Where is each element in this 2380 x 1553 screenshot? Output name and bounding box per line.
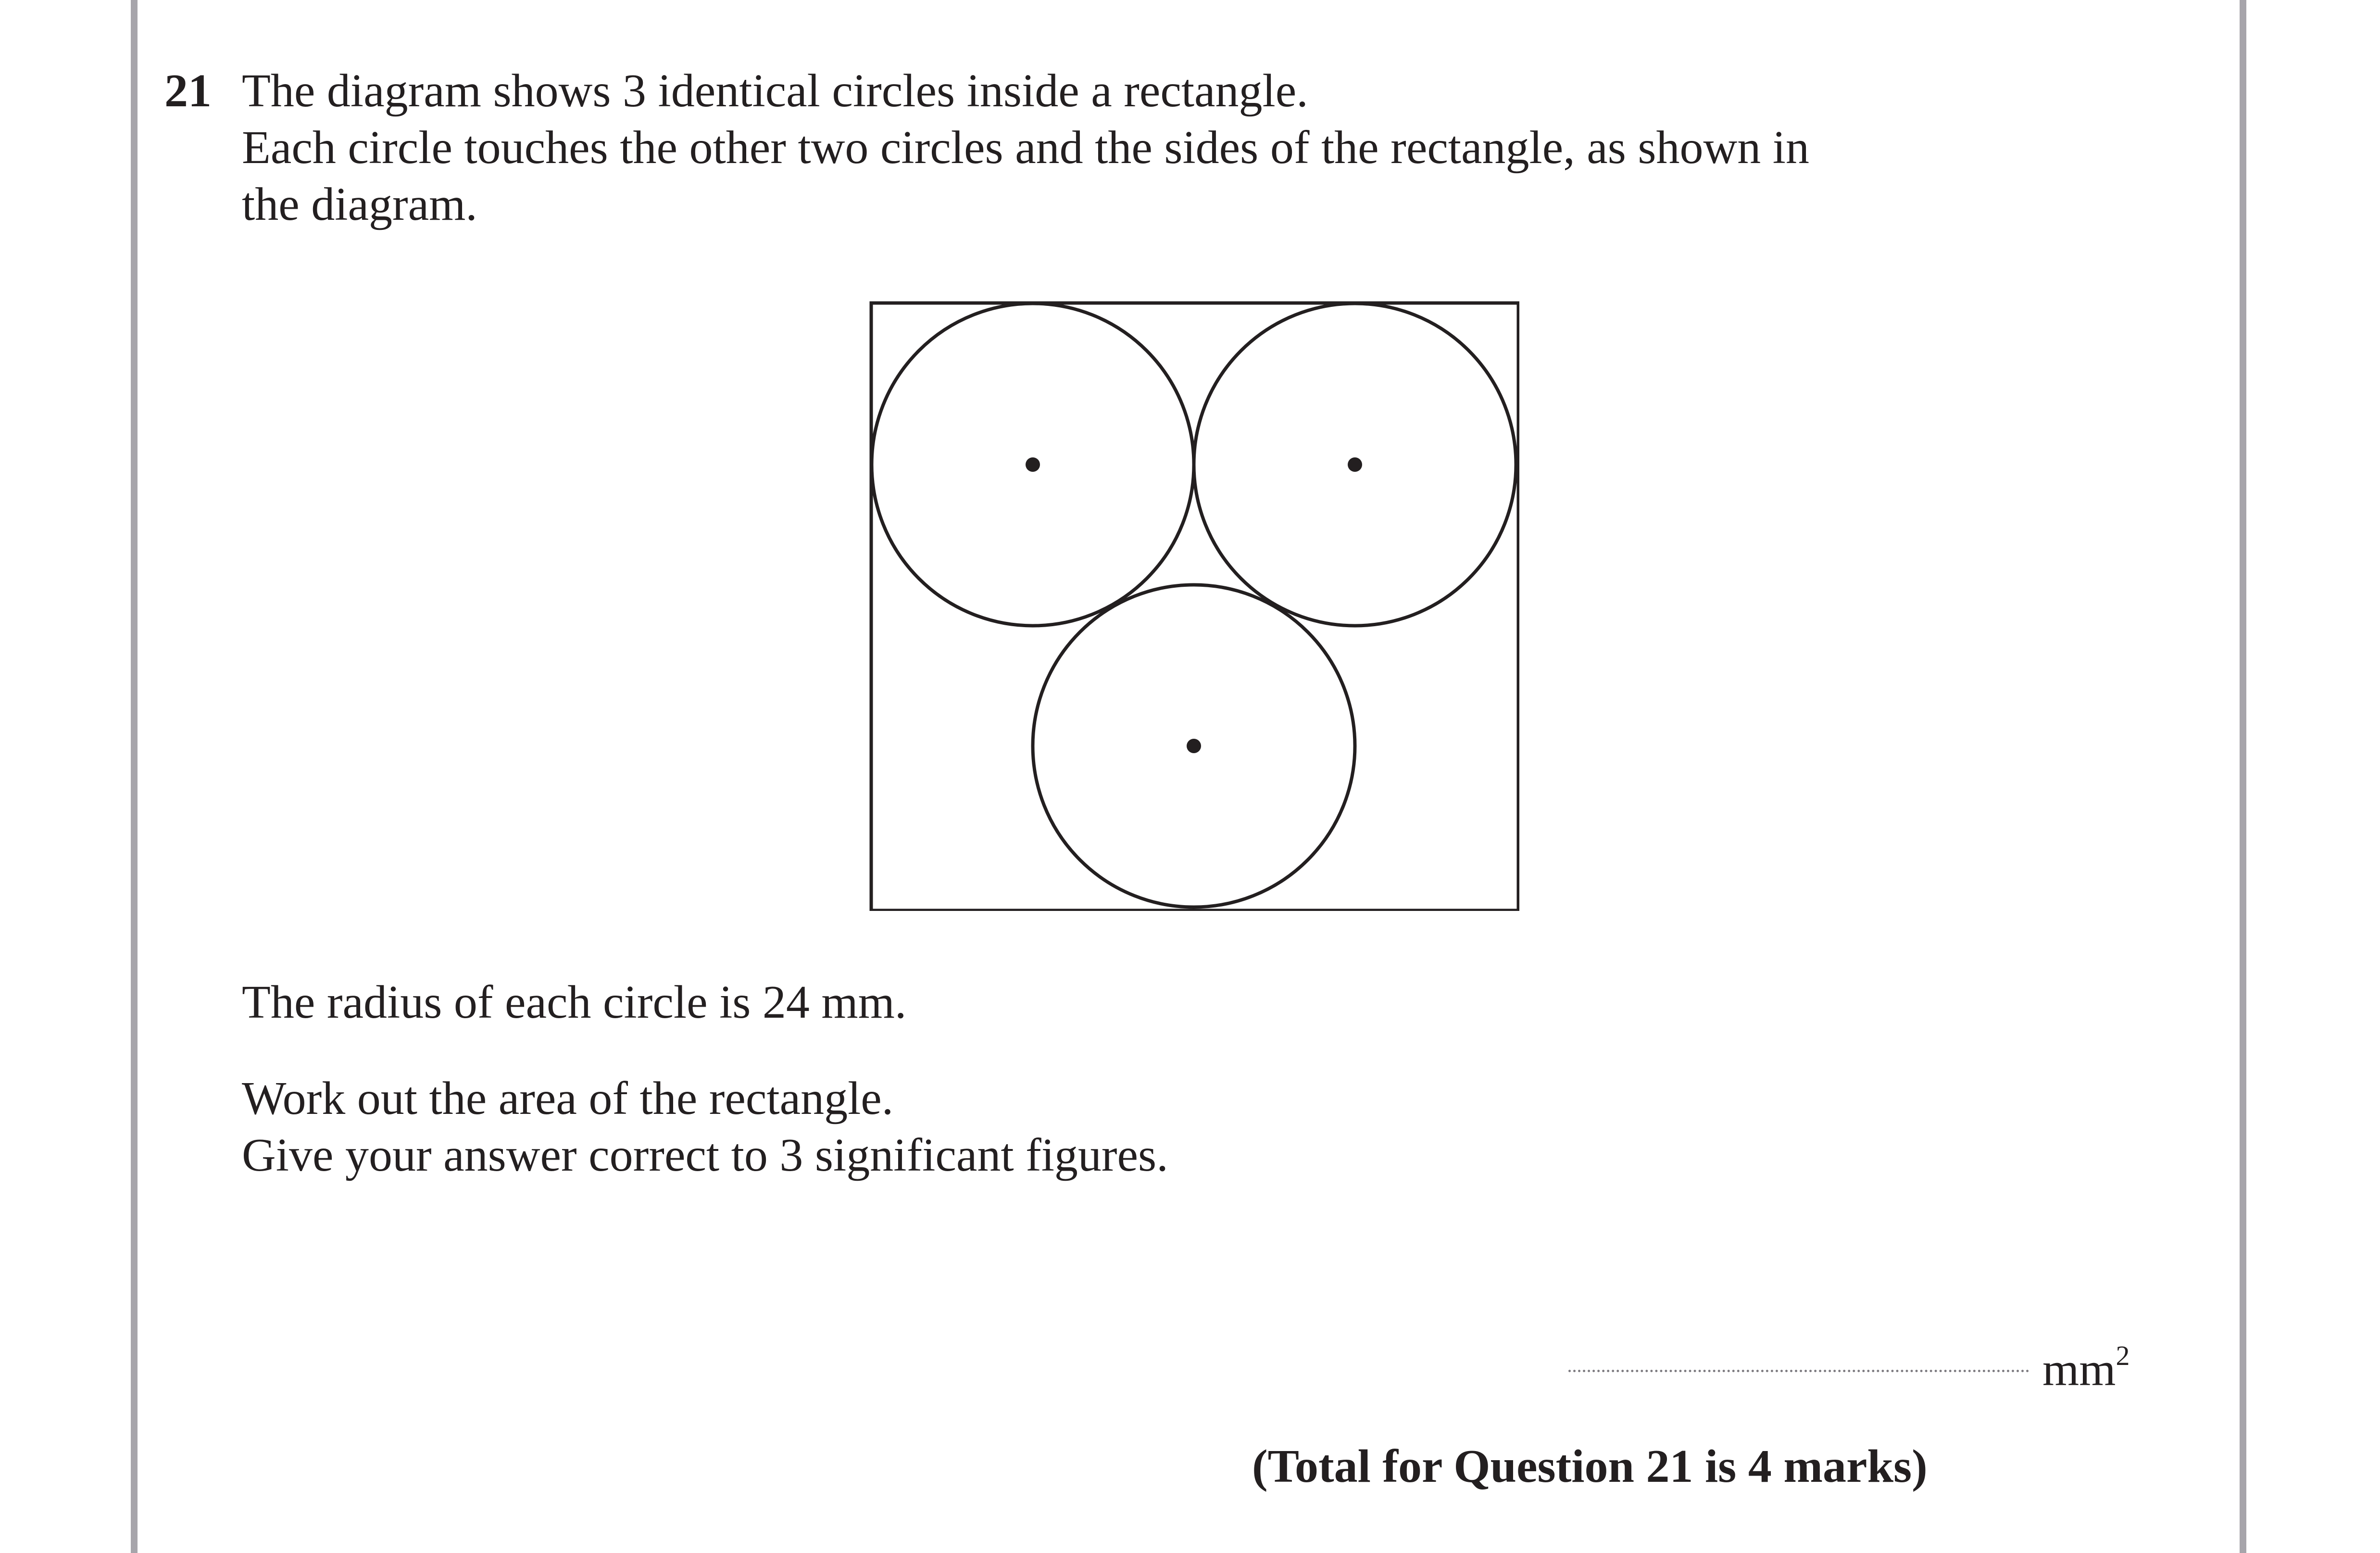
radius-statement: The radius of each circle is 24 mm. [242, 976, 907, 1028]
intro-line-3: the diagram. [242, 178, 477, 230]
answer-line[interactable] [1568, 1370, 2029, 1372]
left-margin-rule [131, 0, 138, 1553]
rectangle [871, 303, 1518, 910]
question-number: 21 [164, 65, 212, 117]
top-right-centre-dot [1348, 457, 1362, 472]
answer-unit [2042, 1331, 2129, 1398]
task-line-2: Give your answer correct to 3 significant figures. [242, 1129, 1168, 1181]
right-margin-rule [2240, 0, 2246, 1553]
top-left-centre-dot [1026, 457, 1040, 472]
question-intro [242, 63, 1809, 233]
unit-text: mm [2042, 1343, 2116, 1396]
task-line-1: Work out the area of the rectangle. [242, 1073, 894, 1124]
circles-in-rectangle-diagram [865, 295, 1519, 911]
bottom-centre-dot [1187, 739, 1201, 753]
task-instructions [242, 1070, 1168, 1184]
unit-power: 2 [2116, 1340, 2130, 1371]
intro-line-1: The diagram shows 3 identical circles inside a rectangle. [242, 65, 1308, 117]
intro-line-2: Each circle touches the other two circles and the sides of the rectangle, as shown in [242, 122, 1810, 174]
total-marks: (Total for Question 21 is 4 marks) [1252, 1440, 1928, 1492]
